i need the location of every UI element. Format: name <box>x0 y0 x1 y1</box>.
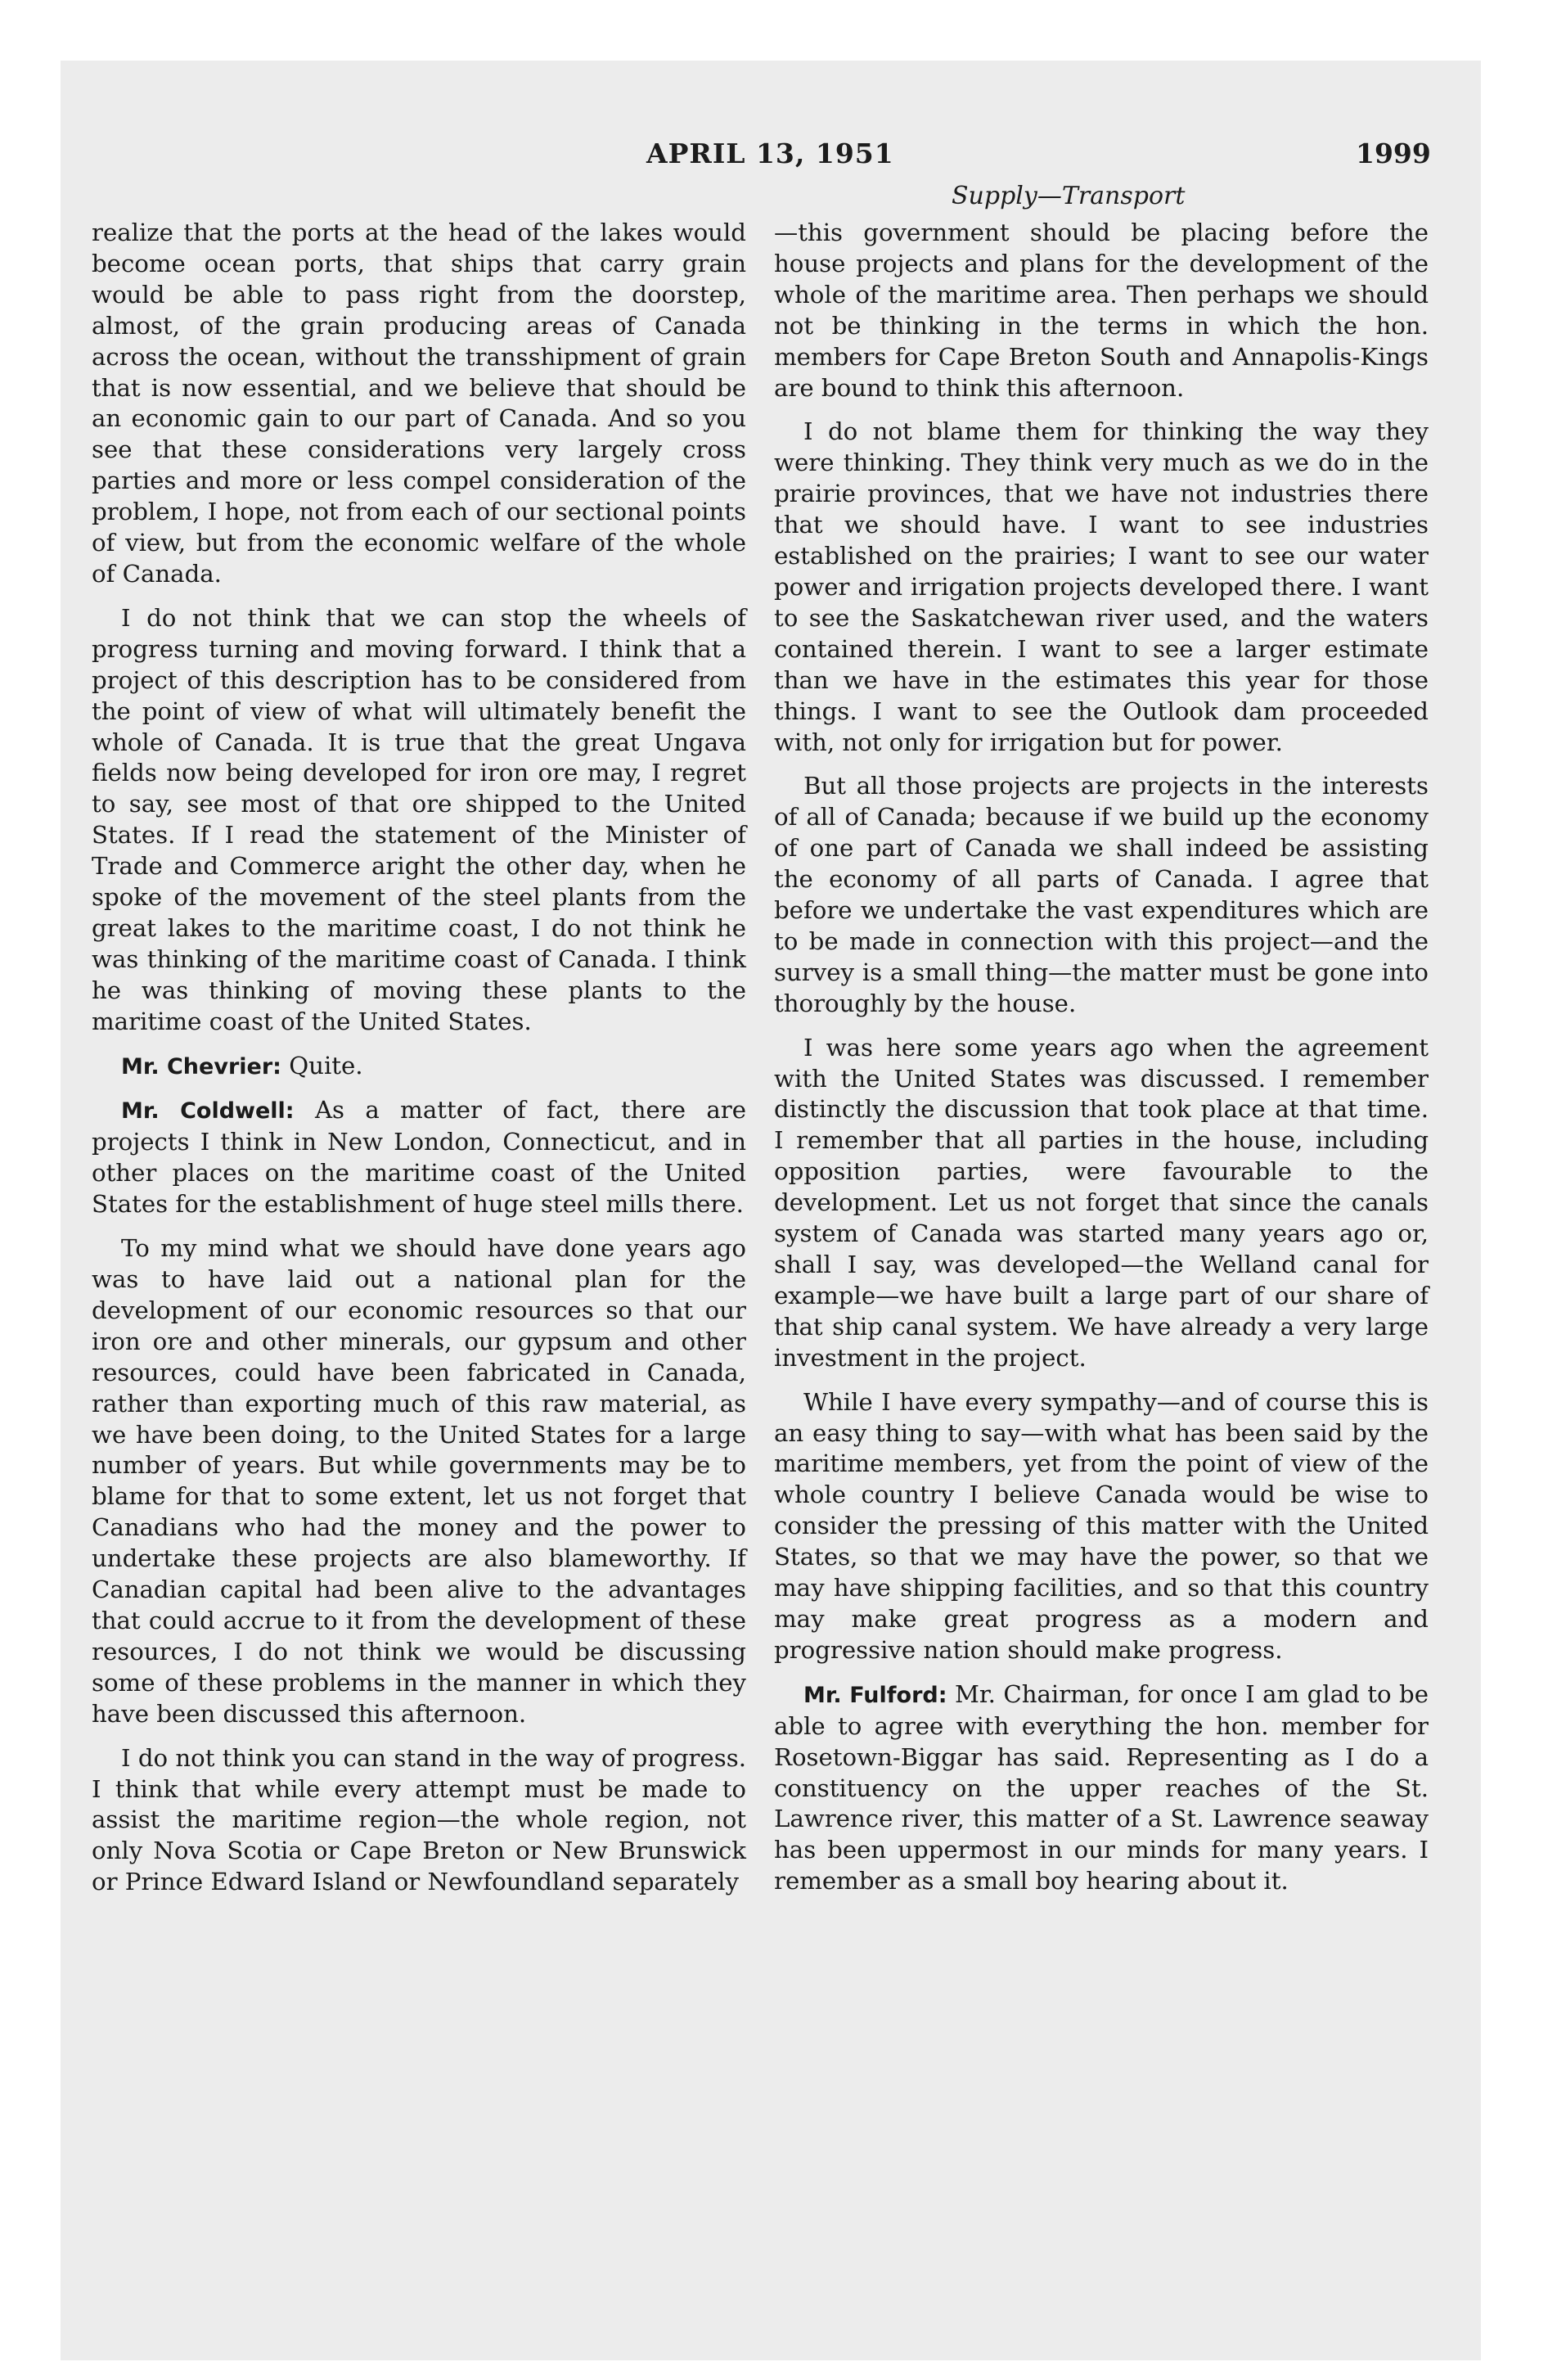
right-column <box>774 218 1429 1910</box>
speech-text: Quite. <box>281 1051 363 1080</box>
section-subtitle: Supply—Transport <box>952 182 1186 210</box>
speaker-name: Mr. Chevrier: <box>121 1053 281 1080</box>
speaker-name: Mr. Fulford: <box>803 1682 947 1708</box>
speaker-name: Mr. Coldwell: <box>121 1098 295 1125</box>
paragraph: I was here some years ago when the agreement with the United States was discussed. I remember distinctly the discussion that took place at that time. I remember that all parties in the house, including opposition parties, were favourable to the development. Let us not forget that since the canals system of Canada was started many years ago or, shall I say, was developed—the Welland canal for example—we have built a large part of our share of that ship canal system. We have already a very large investment in the project. <box>774 1033 1429 1372</box>
paragraph: While I have every sympathy—and of course this is an easy thing to say—with what has been said by the maritime members, yet from the point of view of the whole country I believe Canada would be wise to consider the pressing of this matter with the United States, so that we may have the power, so that we may have shipping facilities, and so that this country may make great progress as a modern and progressive nation should make progress. <box>774 1387 1429 1664</box>
paragraph: I do not think you can stand in the way of progress. I think that while every attempt must be made to assist the maritime region—the whole region, not only Nova Scotia or Cape Breton or New Brunswick or Prince Edward Island or Newfoundland separately <box>92 1743 746 1896</box>
left-column <box>92 218 746 1911</box>
speech-paragraph <box>92 1051 746 1083</box>
paragraph: But all those projects are projects in the interests of all of Canada; because if we build up the economy of one part of Canada we shall indeed be assisting the economy of all parts of Canada. I agree that before we undertake the vast expenditures which are to be made in connection with this project—and the survey is a small thing—the matter must be gone into thoroughly by the house. <box>774 772 1429 1017</box>
speech-text: Mr. Chairman, for once I am glad to be able to agree with everything the hon. member for Rosetown-Biggar has said. Representing as I do a constituency on the upper reaches of the St. Lawrence river, this matter of a St. Lawrence seaway has been uppermost in our minds for many years. I remember as a small boy hearing about it. <box>774 1679 1429 1895</box>
speech-paragraph <box>774 1679 1429 1897</box>
speech-text: As a matter of fact, there are projects I think in New London, Connecticut, and in other places on the maritime coast of the United States for the establishment of huge steel mills there. <box>92 1096 746 1219</box>
paragraph: I do not blame them for thinking the way they were thinking. They think very much as we do in the prairie provinces, that we have not industries there that we should have. I want to see industries established on the prairies; I want to see our water power and irrigation projects developed there. I want to see the Saskatchewan river used, and the waters contained therein. I want to see a larger estimate than we have in the estimates this year for those things. I want to see the Outlook dam proceeded with, not only for irrigation but for power. <box>774 417 1429 756</box>
paragraph: To my mind what we should have done years ago was to have laid out a national plan for the development of our economic resources so that our iron ore and other minerals, our gypsum and other resources, could have been fabricated in Canada, rather than exporting much of this raw material, as we have been doing, to the United States for a large number of years. But while governments may be to blame for that to some extent, let us not forget that Canadians who had the money and the power to undertake these projects are also blameworthy. If Canadian capital had been alive to the advantages that could accrue to it from the development of these resources, I do not think we would be discussing some of these problems in the manner in which they have been discussed this afternoon. <box>92 1234 746 1728</box>
paragraph: —this government should be placing before the house projects and plans for the development of the whole of the maritime area. Then perhaps we should not be thinking in the terms in which the hon. members for Cape Breton South and Annapolis-Kings are bound to think this afternoon. <box>774 219 1429 402</box>
page-number: 1999 <box>1356 137 1431 169</box>
paragraph: I do not think that we can stop the wheels of progress turning and moving forward. I think that a project of this description has to be considered from the point of view of what will ultimately benefit the whole of Canada. It is true that the great Ungava fields now being developed for iron ore may, I regret to say, see most of that ore shipped to the United States. If I read the statement of the Minister of Trade and Commerce aright the other day, when he spoke of the movement of the steel plants from the great lakes to the maritime coast, I do not think he was thinking of the maritime coast of Canada. I think he was thinking of moving these plants to the maritime coast of the United States. <box>92 603 746 1035</box>
speech-paragraph <box>92 1095 746 1220</box>
page-date: APRIL 13, 1951 <box>646 137 894 169</box>
paragraph: realize that the ports at the head of the lakes would become ocean ports, that ships that carry grain would be able to pass right from the doorstep, almost, of the grain producing areas of Canada across the ocean, without the transshipment of grain that is now essential, and we believe that should be an economic gain to our part of Canada. And so you see that these considerations very largely cross parties and more or less compel consideration of the problem, I hope, not from each of our sectional points of view, but from the economic welfare of the whole of Canada. <box>92 219 746 588</box>
